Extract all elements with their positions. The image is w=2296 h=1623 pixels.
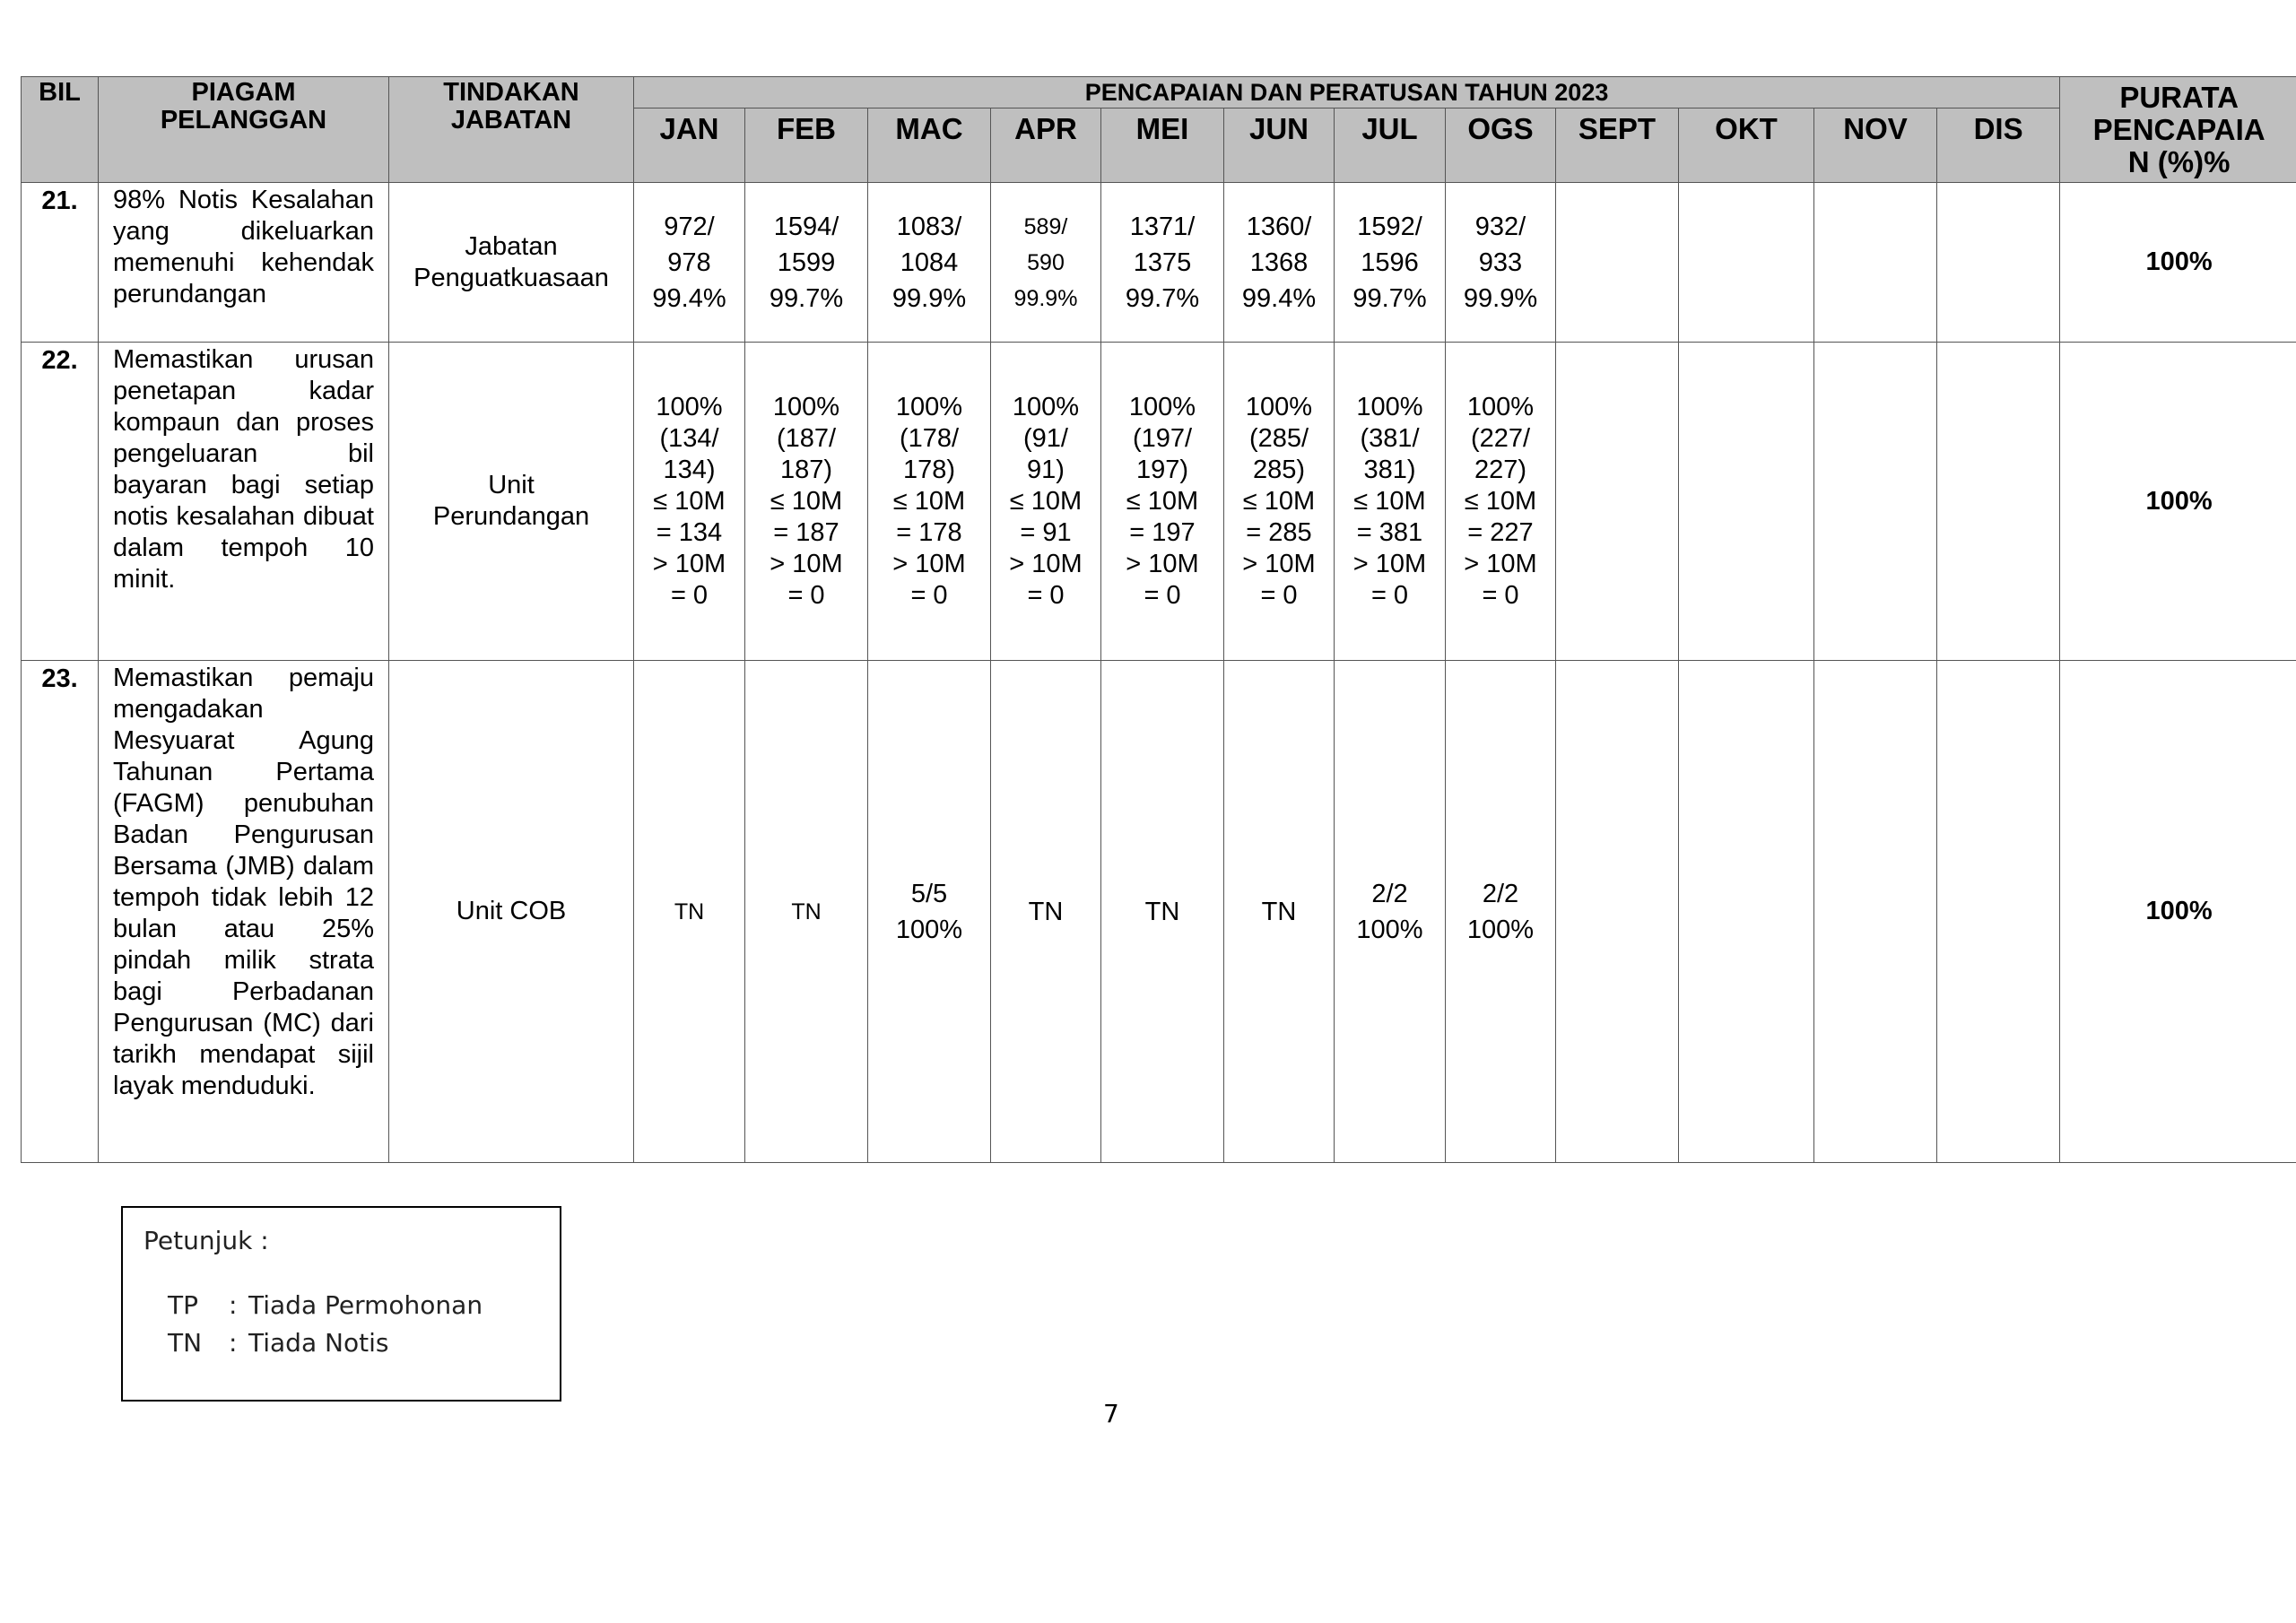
row-piagam: Memastikan urusan penetapan kadar kompaun dan proses pengeluaran bil bayaran bagi setiap notis kesalahan dibuat dalam tempoh 10 minit. [99,343,389,661]
month-cell: TN [1101,661,1224,1163]
legend-title: Petunjuk : [144,1226,269,1255]
month-cell: TN [745,661,868,1163]
month-cell: 589/ 590 99.9% [991,183,1101,343]
row-tindakan: Unit COB [389,661,634,1163]
table-row [22,343,2296,661]
month-cell: 100% (227/ 227) ≤ 10M = 227 > 10M = 0 [1446,343,1556,661]
month-cell: 2/2 100% [1335,661,1446,1163]
month-cell [1937,343,2060,661]
month-cell: 100% (381/ 381) ≤ 10M = 381 > 10M = 0 [1335,343,1446,661]
header-month: APR [991,108,1101,183]
legend-item: TP : Tiada Permohonan [168,1290,483,1320]
legend-item: TN : Tiada Notis [168,1328,389,1358]
month-cell [1556,343,1679,661]
row-piagam: Memastikan pemaju mengadakan Mesyuarat Agung Tahunan Pertama (FAGM) penubuhan Badan Pengurusan Bersama (JMB) dalam tempoh tidak lebih 12 bulan atau 25% pindah milik strata bagi Perbadanan Pengurusan (MC) dari tarikh mendapat sijil layak menduduki. [99,661,389,1163]
header-purata: PURATA PENCAPAIA N (%)% [2060,77,2296,183]
month-cell [1937,183,2060,343]
row-bil: 21. [22,183,99,343]
month-cell: 972/ 978 99.4% [634,183,745,343]
header-month: JUL [1335,108,1446,183]
header-month: SEPT [1556,108,1679,183]
month-cell: 1360/ 1368 99.4% [1224,183,1335,343]
row-bil: 22. [22,343,99,661]
month-cell: 100% (197/ 197) ≤ 10M = 197 > 10M = 0 [1101,343,1224,661]
performance-table [21,76,2296,1163]
row-tindakan: Unit Perundangan [389,343,634,661]
header-bil: BIL [22,77,99,183]
month-cell: 5/5 100% [868,661,991,1163]
month-cell: 1083/ 1084 99.9% [868,183,991,343]
legend-box [121,1206,561,1402]
table-row [22,183,2296,343]
month-cell: 100% (178/ 178) ≤ 10M = 178 > 10M = 0 [868,343,991,661]
row-piagam: 98% Notis Kesalahan yang dikeluarkan memenuhi kehendak perundangan [99,183,389,343]
month-cell [1556,661,1679,1163]
header-month: DIS [1937,108,2060,183]
month-cell: 1371/ 1375 99.7% [1101,183,1224,343]
header-month: MEI [1101,108,1224,183]
header-month: MAC [868,108,991,183]
header-pencapaian: PENCAPAIAN DAN PERATUSAN TAHUN 2023 [634,77,2060,108]
month-cell: 1594/ 1599 99.7% [745,183,868,343]
month-cell: 100% (91/ 91) ≤ 10M = 91 > 10M = 0 [991,343,1101,661]
row-purata: 100% [2060,343,2296,661]
header-month: OKT [1679,108,1814,183]
month-cell: 100% (285/ 285) ≤ 10M = 285 > 10M = 0 [1224,343,1335,661]
page-number: 7 [1103,1399,1119,1428]
month-cell [1937,661,2060,1163]
month-cell [1556,183,1679,343]
row-purata: 100% [2060,661,2296,1163]
header-month: NOV [1814,108,1937,183]
table-row [22,661,2296,1163]
month-cell: TN [1224,661,1335,1163]
header-month: FEB [745,108,868,183]
header-month: JUN [1224,108,1335,183]
row-bil: 23. [22,661,99,1163]
month-cell: 100% (134/ 134) ≤ 10M = 134 > 10M = 0 [634,343,745,661]
month-cell [1814,183,1937,343]
header-tindakan: TINDAKAN JABATAN [389,77,634,183]
month-cell: TN [991,661,1101,1163]
month-cell: 100% (187/ 187) ≤ 10M = 187 > 10M = 0 [745,343,868,661]
header-month: OGS [1446,108,1556,183]
header-month: JAN [634,108,745,183]
month-cell: 932/ 933 99.9% [1446,183,1556,343]
month-cell [1679,661,1814,1163]
month-cell [1679,183,1814,343]
month-cell: 2/2 100% [1446,661,1556,1163]
header-piagam: PIAGAM PELANGGAN [99,77,389,183]
month-cell [1814,343,1937,661]
month-cell [1814,661,1937,1163]
month-cell: TN [634,661,745,1163]
month-cell: 1592/ 1596 99.7% [1335,183,1446,343]
month-cell [1679,343,1814,661]
row-tindakan: Jabatan Penguatkuasaan [389,183,634,343]
row-purata: 100% [2060,183,2296,343]
